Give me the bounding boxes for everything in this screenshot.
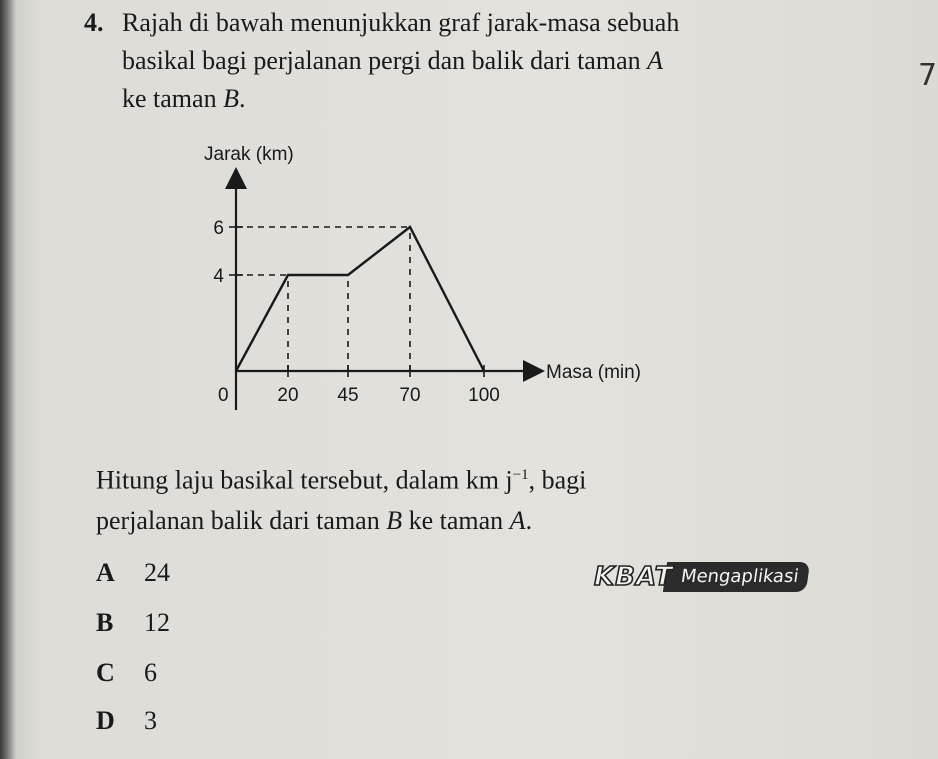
distance-time-chart [188,138,688,428]
unit-exponent: −1 [512,467,529,483]
tick-labels [213,218,499,406]
prompt-line-1-text: Hitung laju basikal tersebut, dalam km j [96,465,513,495]
question-line-3 [122,84,245,114]
prompt-line-2-end: . [525,506,533,535]
x-tick-label: 70 [399,385,421,406]
prompt-line-1-end: , bagi [528,465,587,495]
option-b[interactable] [96,608,170,638]
y-tick-label: 4 [213,266,224,287]
tick-marks [229,227,484,377]
kbat-badge [594,560,809,594]
option-c[interactable] [96,658,157,688]
series-line [236,227,484,371]
prompt-place-a: A [509,506,526,535]
prompt-line-1 [96,460,586,496]
prompt-line-2-mid: ke taman [408,506,504,535]
margin-mark: 7 [918,58,938,93]
question-line-2-text: basikal bagi perjalanan pergi dan balik dari taman [122,46,641,75]
prompt-line-2 [96,506,532,536]
prompt-line-2-text: perjalanan balik dari taman [96,506,380,535]
option-value: 12 [144,608,170,637]
option-letter: D [96,706,115,735]
prompt-place-b: B [386,506,403,535]
x-tick-label: 100 [468,385,500,406]
option-value: 24 [144,558,170,587]
option-a[interactable] [96,558,170,588]
place-b: B [223,84,239,113]
x-tick-label: 0 [218,385,229,406]
kbat-logo: KBAT [594,562,674,592]
question-line-3-end: . [238,84,246,113]
option-letter: B [96,608,114,637]
option-letter: C [96,658,115,687]
question-line-1: Rajah di bawah menunjukkan graf jarak-masa sebuah [122,8,680,37]
question-line-2 [122,46,663,76]
y-axis-label: Jarak (km) [204,144,294,165]
y-tick-label: 6 [213,218,224,239]
kbat-tag: Mengaplikasi [663,562,811,592]
question-line-3-text: ke taman [122,84,217,113]
option-value: 6 [144,658,157,687]
x-tick-label: 20 [277,385,299,406]
option-d[interactable] [96,706,157,736]
x-axis-label: Masa (min) [546,362,642,383]
option-letter: A [96,558,115,587]
x-tick-label: 45 [337,385,359,406]
question-number: 4. [84,8,104,37]
option-value: 3 [144,706,157,735]
place-a: A [647,46,663,75]
